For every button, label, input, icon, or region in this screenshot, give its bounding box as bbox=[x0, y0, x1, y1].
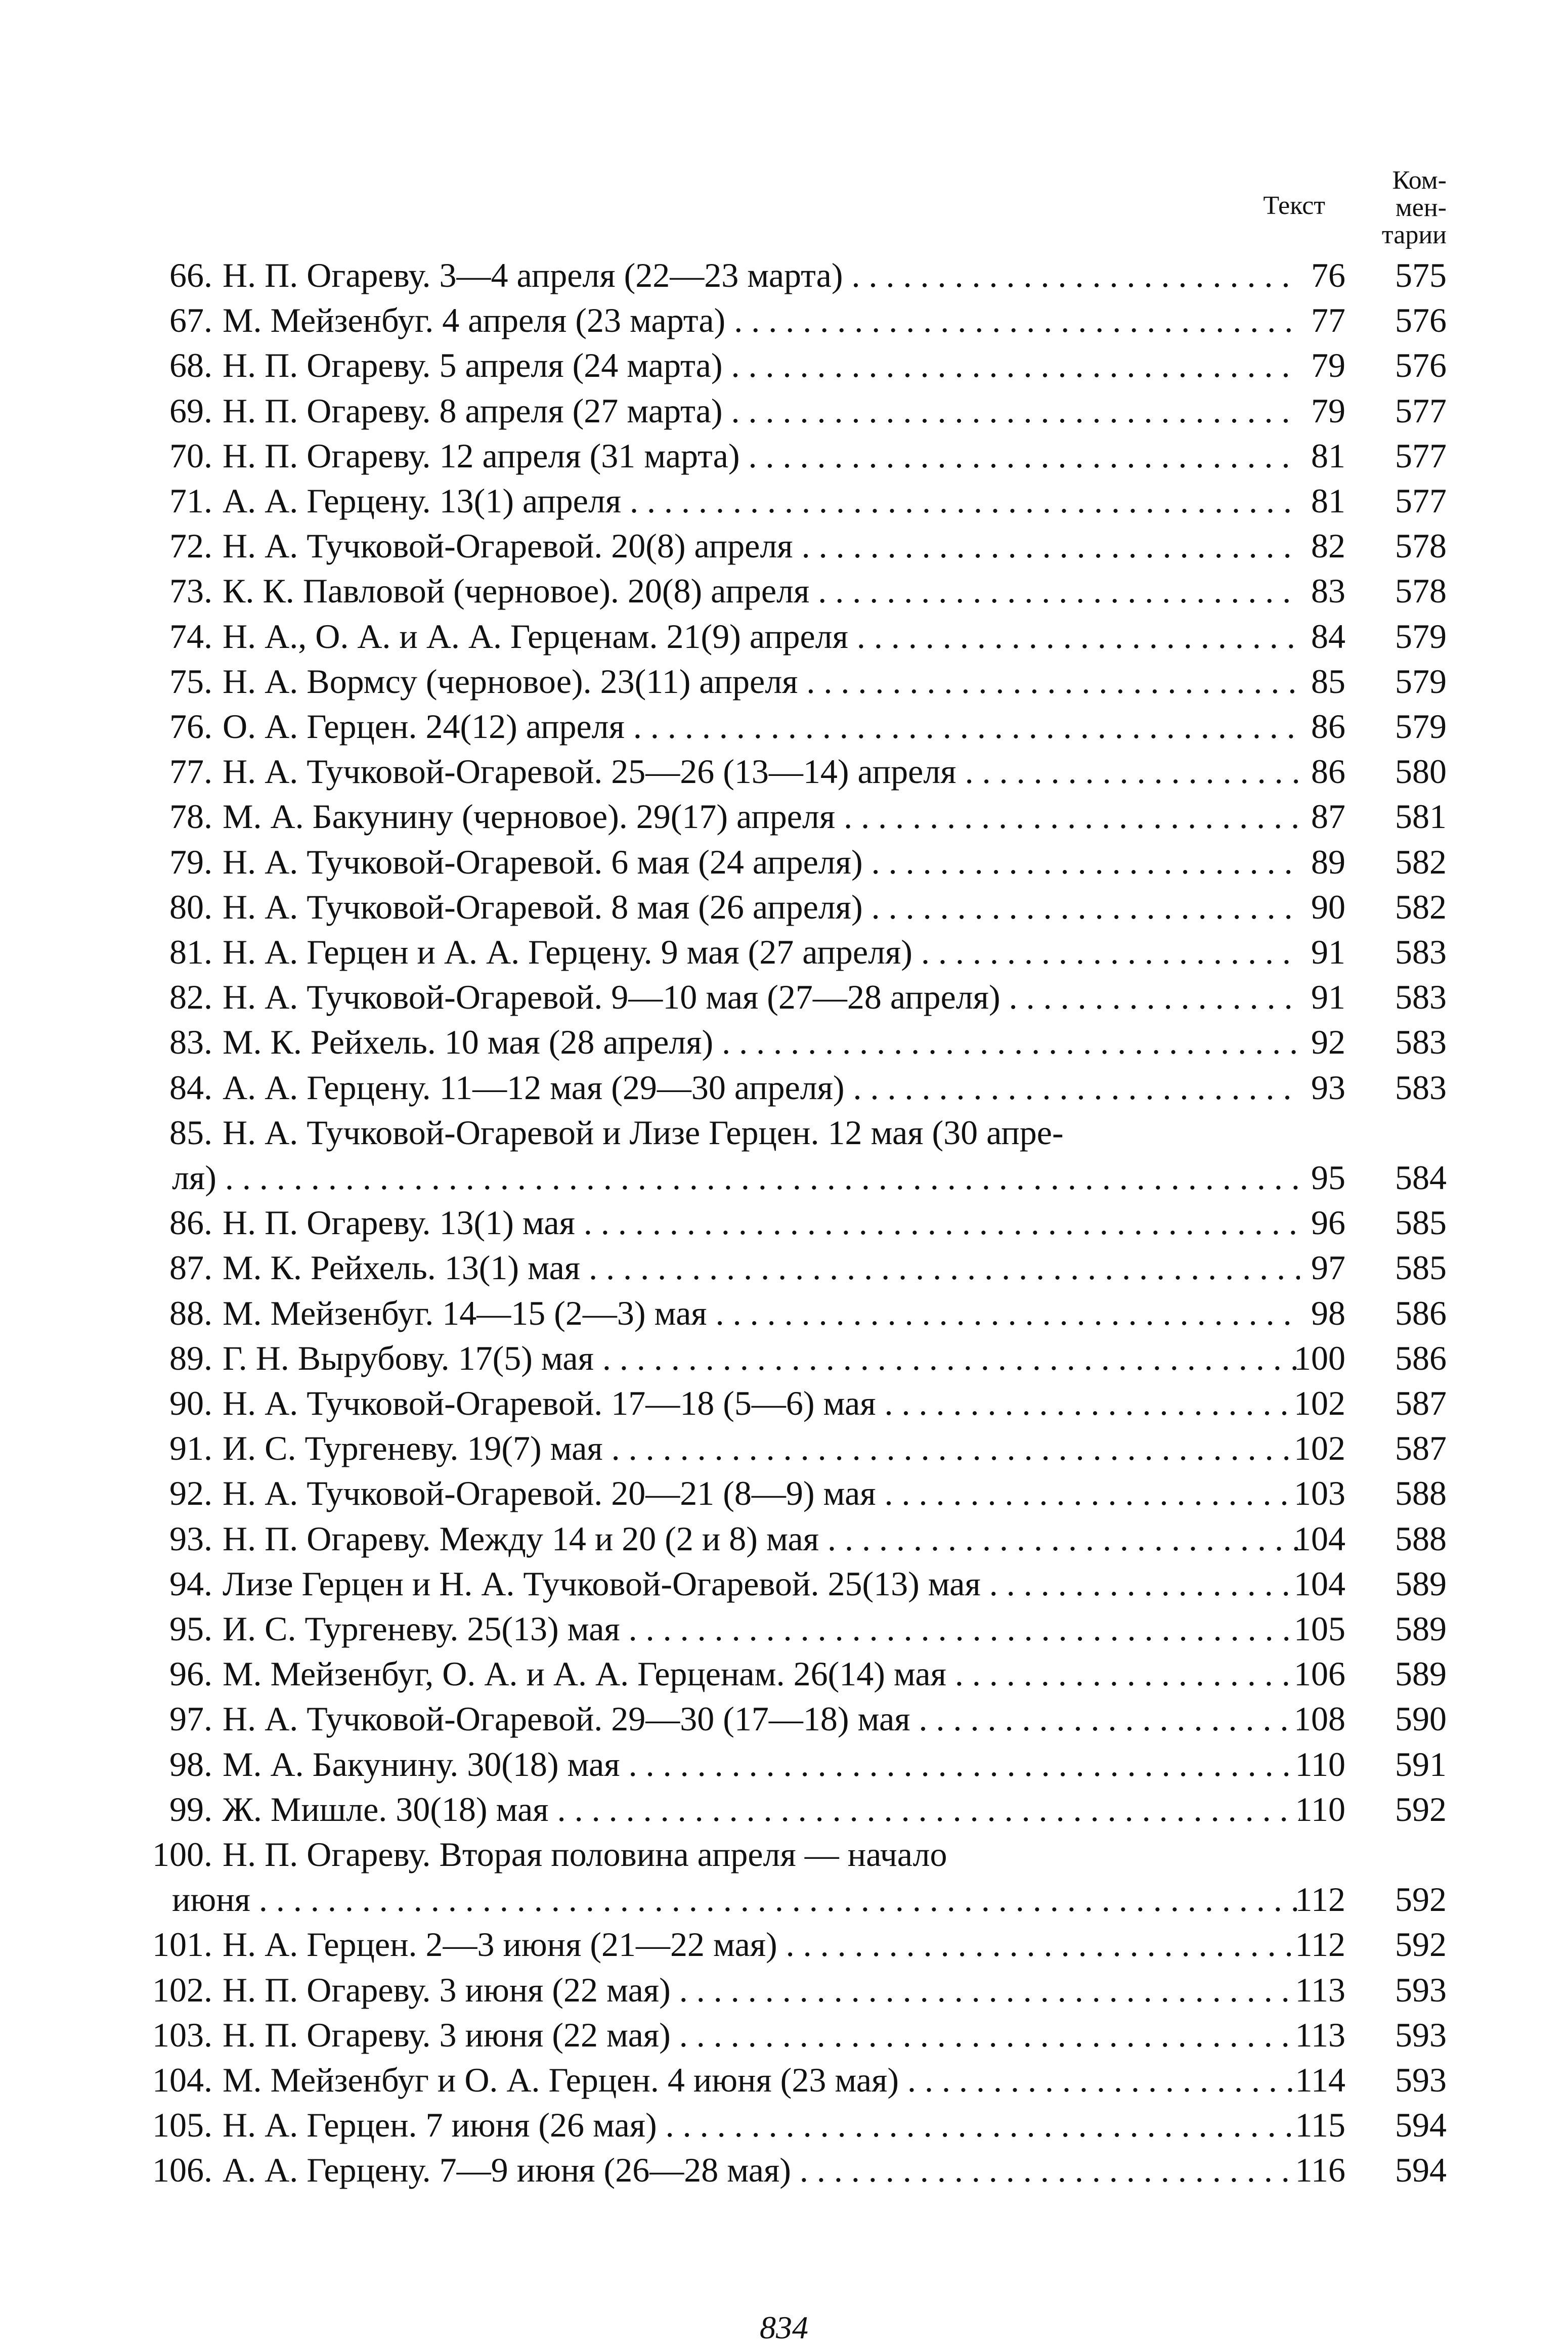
entry-number: 103. bbox=[152, 2015, 212, 2054]
entry-title: Н. П. Огареву. 3 июня (22 мая) . . . bbox=[223, 2013, 1300, 2058]
commentary-page-number: 592 bbox=[1395, 1790, 1447, 1828]
entry-title: И. С. Тургеневу. 19(7) мая . . . bbox=[223, 1426, 1300, 1471]
toc-entry bbox=[0, 614, 1568, 659]
text-page-number: 86 bbox=[1311, 707, 1345, 746]
entry-title: М. Мейзенбуг. 4 апреля (23 марта) . . . bbox=[223, 298, 1300, 343]
entry-number: 91. bbox=[169, 1429, 212, 1468]
entry-title: К. К. Павловой (черновое). 20(8) апреля . . . bbox=[223, 569, 1300, 614]
commentary-page-number: 581 bbox=[1395, 797, 1447, 836]
text-page-number: 106 bbox=[1294, 1654, 1345, 1693]
entry-number: 72. bbox=[169, 527, 212, 565]
commentary-page-number: 585 bbox=[1395, 1203, 1447, 1242]
entry-title-continuation: ля) . . . bbox=[172, 1155, 1300, 1200]
toc-entry bbox=[0, 1065, 1568, 1110]
text-page-number: 114 bbox=[1295, 2061, 1345, 2099]
entry-title: Н. А. Тучковой-Огаревой. 20(8) апреля . . . bbox=[223, 524, 1300, 569]
entry-number: 95. bbox=[169, 1609, 212, 1648]
text-page-number: 112 bbox=[1295, 1925, 1345, 1964]
entry-title: М. Мейзенбуг и О. А. Герцен. 4 июня (23 мая) . . . bbox=[223, 2058, 1300, 2103]
text-page-number: 104 bbox=[1294, 1519, 1345, 1558]
entry-number: 89. bbox=[169, 1338, 212, 1377]
text-page-number: 91 bbox=[1311, 978, 1345, 1017]
entry-number: 87. bbox=[169, 1248, 212, 1287]
toc-entry bbox=[0, 1471, 1568, 1516]
text-page-number: 102 bbox=[1294, 1384, 1345, 1422]
entry-number: 93. bbox=[169, 1519, 212, 1558]
entry-title: Н. А. Тучковой-Огаревой. 20—21 (8—9) мая . . . bbox=[223, 1471, 1300, 1516]
entry-number: 70. bbox=[169, 436, 212, 475]
entry-number: 81. bbox=[169, 933, 212, 971]
entry-number: 84. bbox=[169, 1068, 212, 1107]
text-page-number: 108 bbox=[1294, 1700, 1345, 1738]
commentary-page-number: 584 bbox=[1395, 1158, 1447, 1197]
commentary-page-number: 593 bbox=[1395, 2061, 1447, 2099]
toc-entry bbox=[0, 343, 1568, 388]
toc-entry bbox=[0, 1696, 1568, 1741]
entry-title: Н. П. Огареву. 3—4 апреля (22—23 марта) . . . bbox=[223, 253, 1300, 298]
text-page-number: 103 bbox=[1294, 1474, 1345, 1513]
entry-title: Н. П. Огареву. Вторая половина апреля — начало bbox=[223, 1835, 947, 1874]
toc-entry bbox=[0, 1200, 1568, 1245]
text-page-number: 90 bbox=[1311, 887, 1345, 926]
text-page-number: 113 bbox=[1295, 1970, 1345, 2009]
text-page-number: 83 bbox=[1311, 572, 1345, 611]
toc-entry bbox=[0, 2058, 1568, 2103]
commentary-page-number: 587 bbox=[1395, 1384, 1447, 1422]
toc-entry bbox=[0, 1336, 1568, 1381]
text-page-number: 110 bbox=[1295, 1790, 1345, 1828]
commentary-page-number: 576 bbox=[1395, 301, 1447, 340]
text-page-number: 82 bbox=[1311, 527, 1345, 565]
page-number: 834 bbox=[760, 2310, 808, 2345]
text-page-number: 97 bbox=[1311, 1248, 1345, 1287]
toc-entry bbox=[0, 930, 1568, 975]
text-page-number: 102 bbox=[1294, 1429, 1345, 1468]
entry-title: Н. А. Тучковой-Огаревой. 6 мая (24 апреля) . . . bbox=[223, 840, 1300, 885]
toc-entry bbox=[0, 1606, 1568, 1651]
entry-title: Н. А. Герцен. 2—3 июня (21—22 мая) . . . bbox=[223, 1922, 1300, 1967]
entry-title: Н. А. Тучковой-Огаревой. 25—26 (13—14) апреля . . . bbox=[223, 749, 1300, 794]
entry-number: 82. bbox=[169, 978, 212, 1017]
commentary-page-number: 575 bbox=[1395, 256, 1447, 294]
entry-number: 105. bbox=[152, 2106, 212, 2145]
entry-number: 80. bbox=[169, 887, 212, 926]
text-page-number: 87 bbox=[1311, 797, 1345, 836]
text-page-number: 98 bbox=[1311, 1293, 1345, 1332]
toc-entry-continuation bbox=[0, 1155, 1568, 1200]
commentary-page-number: 593 bbox=[1395, 2015, 1447, 2054]
toc-entry bbox=[0, 794, 1568, 839]
commentary-page-number: 591 bbox=[1395, 1745, 1447, 1783]
text-page-number: 115 bbox=[1295, 2106, 1345, 2145]
text-page-number: 93 bbox=[1311, 1068, 1345, 1107]
text-page-number: 86 bbox=[1311, 752, 1345, 791]
commentary-page-number: 594 bbox=[1395, 2151, 1447, 2190]
commentary-page-number: 577 bbox=[1395, 436, 1447, 475]
entry-number: 101. bbox=[152, 1925, 212, 1964]
entry-number: 106. bbox=[152, 2151, 212, 2190]
toc-entry-continuation bbox=[0, 1877, 1568, 1922]
entry-title: Лизе Герцен и Н. А. Тучковой-Огаревой. 25(13) мая . . . bbox=[223, 1561, 1300, 1606]
commentary-page-number: 577 bbox=[1395, 391, 1447, 430]
entry-title: Н. А. Тучковой-Огаревой. 17—18 (5—6) мая . . . bbox=[223, 1381, 1300, 1426]
text-page-number: 104 bbox=[1294, 1564, 1345, 1603]
commentary-page-number: 578 bbox=[1395, 572, 1447, 611]
toc-entry bbox=[0, 1381, 1568, 1426]
commentary-page-number: 588 bbox=[1395, 1474, 1447, 1513]
entry-title: Н. А. Вормсу (черновое). 23(11) апреля . . . bbox=[223, 659, 1300, 704]
commentary-page-number: 579 bbox=[1395, 662, 1447, 701]
entry-title: М. А. Бакунину. 30(18) мая . . . bbox=[223, 1742, 1300, 1787]
entry-number: 98. bbox=[169, 1745, 212, 1783]
entry-title-continuation: июня . . . bbox=[172, 1877, 1300, 1922]
toc-entry bbox=[0, 704, 1568, 749]
entry-title: Н. П. Огареву. 8 апреля (27 марта) . . . bbox=[223, 388, 1300, 433]
text-page-number: 85 bbox=[1311, 662, 1345, 701]
entry-title: Н. А. Герцен и А. А. Герцену. 9 мая (27 апреля) . . . bbox=[223, 930, 1300, 975]
entry-number: 90. bbox=[169, 1384, 212, 1422]
commentary-page-number: 583 bbox=[1395, 1068, 1447, 1107]
entry-number: 78. bbox=[169, 797, 212, 836]
text-page-number: 91 bbox=[1311, 933, 1345, 971]
entry-number: 67. bbox=[169, 301, 212, 340]
commentary-page-number: 589 bbox=[1395, 1654, 1447, 1693]
text-page-number: 79 bbox=[1311, 346, 1345, 385]
text-page-number: 92 bbox=[1311, 1023, 1345, 1062]
toc-entry bbox=[0, 433, 1568, 478]
text-page-number: 81 bbox=[1311, 436, 1345, 475]
toc-entry bbox=[0, 659, 1568, 704]
toc-entry bbox=[0, 1516, 1568, 1561]
commentary-page-number: 585 bbox=[1395, 1248, 1447, 1287]
commentary-page-number: 588 bbox=[1395, 1519, 1447, 1558]
entry-title: А. А. Герцену. 7—9 июня (26—28 мая) . . . bbox=[223, 2148, 1300, 2193]
entry-title: Н. П. Огареву. 13(1) мая . . . bbox=[223, 1200, 1300, 1245]
text-page-number: 77 bbox=[1311, 301, 1345, 340]
entry-title: А. А. Герцену. 11—12 мая (29—30 апреля) . . . bbox=[223, 1065, 1300, 1110]
commentary-page-number: 577 bbox=[1395, 482, 1447, 520]
text-page-number: 110 bbox=[1295, 1745, 1345, 1783]
text-page-number: 105 bbox=[1294, 1609, 1345, 1648]
commentary-page-number: 582 bbox=[1395, 887, 1447, 926]
toc-entry bbox=[0, 2013, 1568, 2058]
entry-title: А. А. Герцену. 13(1) апреля . . . bbox=[223, 478, 1300, 524]
toc-entry bbox=[0, 2103, 1568, 2148]
entry-number: 73. bbox=[169, 572, 212, 611]
entry-number: 75. bbox=[169, 662, 212, 701]
commentary-column-header: Ком- мен- тарии bbox=[1381, 166, 1447, 249]
entry-number: 83. bbox=[169, 1023, 212, 1062]
commentary-page-number: 583 bbox=[1395, 1023, 1447, 1062]
entry-number: 74. bbox=[169, 617, 212, 656]
toc-entry bbox=[0, 524, 1568, 569]
entry-title: О. А. Герцен. 24(12) апреля . . . bbox=[223, 704, 1300, 749]
entry-title: Ж. Мишле. 30(18) мая . . . bbox=[223, 1787, 1300, 1832]
toc-entry bbox=[0, 1110, 1568, 1155]
entry-number: 66. bbox=[169, 256, 212, 294]
entry-number: 96. bbox=[169, 1654, 212, 1693]
toc-entry bbox=[0, 253, 1568, 298]
entry-number: 85. bbox=[169, 1113, 212, 1152]
toc-entry bbox=[0, 298, 1568, 343]
entry-number: 79. bbox=[169, 842, 212, 881]
text-column-header: Текст bbox=[1263, 191, 1325, 220]
text-page-number: 96 bbox=[1311, 1203, 1345, 1242]
toc-entry bbox=[0, 885, 1568, 930]
toc-entry bbox=[0, 1922, 1568, 1967]
entry-title: М. К. Рейхель. 10 мая (28 апреля) . . . bbox=[223, 1020, 1300, 1065]
entry-number: 88. bbox=[169, 1293, 212, 1332]
commentary-page-number: 579 bbox=[1395, 617, 1447, 656]
commentary-page-number: 576 bbox=[1395, 346, 1447, 385]
text-page-number: 79 bbox=[1311, 391, 1345, 430]
entry-title: Н. П. Огареву. 12 апреля (31 марта) . . . bbox=[223, 433, 1300, 478]
entry-title: Н. А., О. А. и А. А. Герценам. 21(9) апреля . . . bbox=[223, 614, 1300, 659]
entry-number: 94. bbox=[169, 1564, 212, 1603]
toc-entry bbox=[0, 1245, 1568, 1290]
column-headers bbox=[1244, 167, 1447, 248]
commentary-page-number: 590 bbox=[1395, 1700, 1447, 1738]
text-page-number: 100 bbox=[1294, 1338, 1345, 1377]
commentary-page-number: 589 bbox=[1395, 1609, 1447, 1648]
toc-entry bbox=[0, 1968, 1568, 2013]
text-page-number: 84 bbox=[1311, 617, 1345, 656]
entry-title: М. А. Бакунину (черновое). 29(17) апреля . . . bbox=[223, 794, 1300, 839]
entry-number: 68. bbox=[169, 346, 212, 385]
entry-title: Н. А. Тучковой-Огаревой. 9—10 мая (27—28 апреля) . . . bbox=[223, 975, 1300, 1020]
entry-number: 77. bbox=[169, 752, 212, 791]
entry-number: 99. bbox=[169, 1790, 212, 1828]
entry-title: Н. П. Огареву. 3 июня (22 мая) . . . bbox=[223, 1968, 1300, 2013]
commentary-page-number: 582 bbox=[1395, 842, 1447, 881]
commentary-page-number: 579 bbox=[1395, 707, 1447, 746]
commentary-page-number: 580 bbox=[1395, 752, 1447, 791]
toc-entry bbox=[0, 840, 1568, 885]
text-page-number: 95 bbox=[1311, 1158, 1345, 1197]
entry-number: 86. bbox=[169, 1203, 212, 1242]
text-page-number: 76 bbox=[1311, 256, 1345, 294]
entry-title: Н. П. Огареву. Между 14 и 20 (2 и 8) мая . . . bbox=[223, 1516, 1300, 1561]
toc-entry bbox=[0, 749, 1568, 794]
toc-entry bbox=[0, 1426, 1568, 1471]
entry-number: 92. bbox=[169, 1474, 212, 1513]
commentary-page-number: 593 bbox=[1395, 1970, 1447, 2009]
toc-entry bbox=[0, 1561, 1568, 1606]
entry-number: 76. bbox=[169, 707, 212, 746]
text-page-number: 113 bbox=[1295, 2015, 1345, 2054]
commentary-page-number: 589 bbox=[1395, 1564, 1447, 1603]
entry-title: И. С. Тургеневу. 25(13) мая . . . bbox=[223, 1606, 1300, 1651]
entry-number: 102. bbox=[152, 1970, 212, 2009]
entry-number: 71. bbox=[169, 482, 212, 520]
commentary-page-number: 583 bbox=[1395, 933, 1447, 971]
entry-number: 104. bbox=[152, 2061, 212, 2099]
toc-entry bbox=[0, 1020, 1568, 1065]
commentary-page-number: 586 bbox=[1395, 1338, 1447, 1377]
commentary-page-number: 586 bbox=[1395, 1293, 1447, 1332]
toc-entry bbox=[0, 1742, 1568, 1787]
text-page-number: 81 bbox=[1311, 482, 1345, 520]
text-page-number: 112 bbox=[1295, 1880, 1345, 1919]
entry-title: Н. А. Герцен. 7 июня (26 мая) . . . bbox=[223, 2103, 1300, 2148]
toc-entry bbox=[0, 478, 1568, 524]
entry-number: 100. bbox=[152, 1835, 212, 1874]
toc-entry bbox=[0, 1651, 1568, 1696]
commentary-page-number: 594 bbox=[1395, 2106, 1447, 2145]
text-page-number: 116 bbox=[1295, 2151, 1345, 2190]
commentary-page-number: 578 bbox=[1395, 527, 1447, 565]
entry-number: 97. bbox=[169, 1700, 212, 1738]
toc-entry bbox=[0, 975, 1568, 1020]
entry-title: М. Мейзенбуг. 14—15 (2—3) мая . . . bbox=[223, 1291, 1300, 1336]
entry-number: 69. bbox=[169, 391, 212, 430]
toc-entry bbox=[0, 569, 1568, 614]
entry-title: Г. Н. Вырубову. 17(5) мая . . . bbox=[223, 1336, 1300, 1381]
toc-entry bbox=[0, 1291, 1568, 1336]
commentary-page-number: 592 bbox=[1395, 1880, 1447, 1919]
commentary-page-number: 583 bbox=[1395, 978, 1447, 1017]
toc-entry bbox=[0, 388, 1568, 433]
toc-entry bbox=[0, 2148, 1568, 2193]
text-page-number: 89 bbox=[1311, 842, 1345, 881]
entry-title: Н. А. Тучковой-Огаревой и Лизе Герцен. 12 мая (30 апре- bbox=[223, 1113, 1064, 1152]
entry-title: Н. А. Тучковой-Огаревой. 8 мая (26 апреля) . . . bbox=[223, 885, 1300, 930]
commentary-page-number: 592 bbox=[1395, 1925, 1447, 1964]
entry-title: Н. А. Тучковой-Огаревой. 29—30 (17—18) мая . . . bbox=[223, 1696, 1300, 1741]
entry-title: М. К. Рейхель. 13(1) мая . . . bbox=[223, 1245, 1300, 1290]
commentary-page-number: 587 bbox=[1395, 1429, 1447, 1468]
toc-entry bbox=[0, 1787, 1568, 1832]
entry-title: Н. П. Огареву. 5 апреля (24 марта) . . . bbox=[223, 343, 1300, 388]
toc-entry bbox=[0, 1832, 1568, 1877]
entry-title: М. Мейзенбуг, О. А. и А. А. Герценам. 26(14) мая . . . bbox=[223, 1651, 1300, 1696]
